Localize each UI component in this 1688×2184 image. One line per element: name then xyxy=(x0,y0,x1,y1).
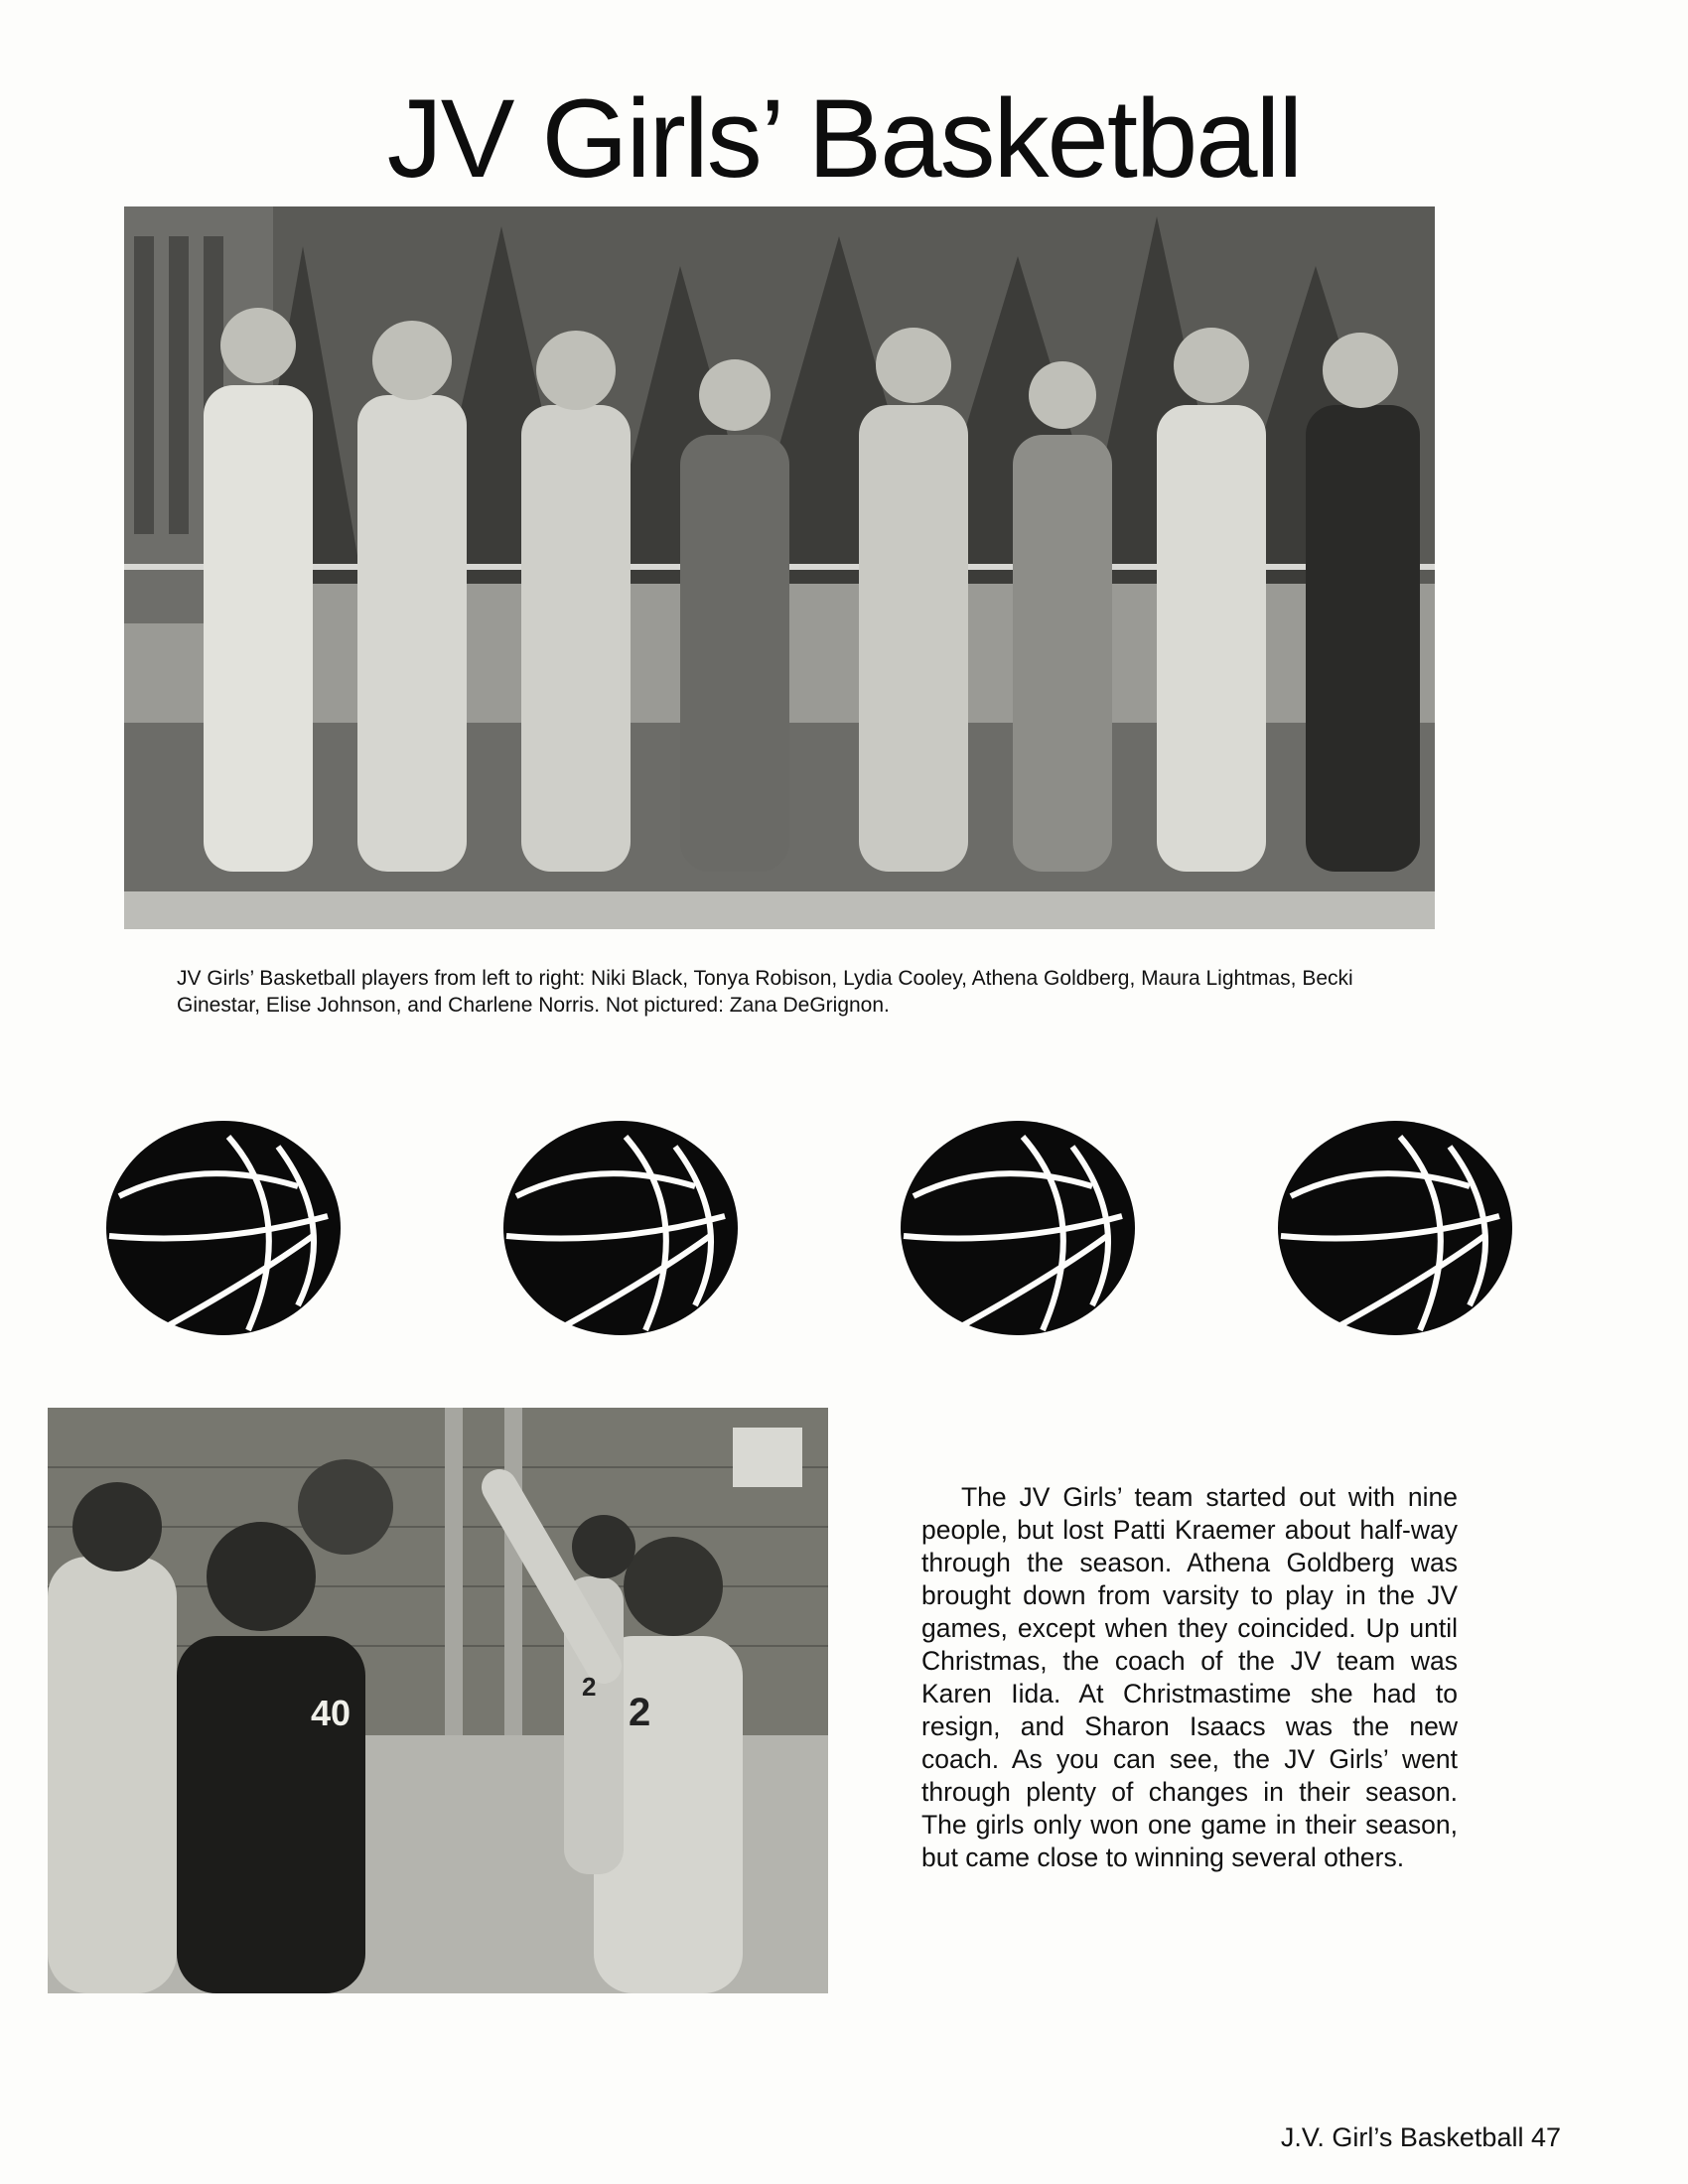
basketball-icon xyxy=(894,1117,1142,1340)
jersey-number: 40 xyxy=(311,1693,352,1733)
basketball-icon xyxy=(1271,1117,1519,1340)
team-photo xyxy=(124,206,1435,929)
basketball-icon xyxy=(99,1117,348,1340)
game-action-photo xyxy=(48,1408,828,1993)
page-footer: J.V. Girl’s Basketball 47 xyxy=(1280,2122,1561,2152)
jersey-number: 2 xyxy=(629,1691,651,1734)
article-body: The JV Girls’ team started out with nine people, but lost Patti Kraemer about half-way through the season. Athena Goldberg was brought down from varsity to play in the JV games, except when they coincided. Up until Christmas, the coach of the JV team was Karen Iida. At Christmastime she had to resign, and Sharon Isaacs was the new coach. As you can see, the JV Girls’ went through plenty of changes in their season. The girls only won one game in their season, but came close to winning several others. xyxy=(921,1482,1458,1872)
page-title: JV Girls’ Basketball xyxy=(386,76,1302,201)
photo-caption: JV Girls’ Basketball players from left to right: Niki Black, Tonya Robison, Lydia Cooley, Athena Goldberg, Maura Lightmas, Becki Ginestar, Elise Johnson, and Charlene Norris. Not pictured: Zana DeGrignon. xyxy=(177,967,1353,1017)
basketball-icon xyxy=(496,1117,745,1340)
jersey-number: 2 xyxy=(582,1672,597,1702)
